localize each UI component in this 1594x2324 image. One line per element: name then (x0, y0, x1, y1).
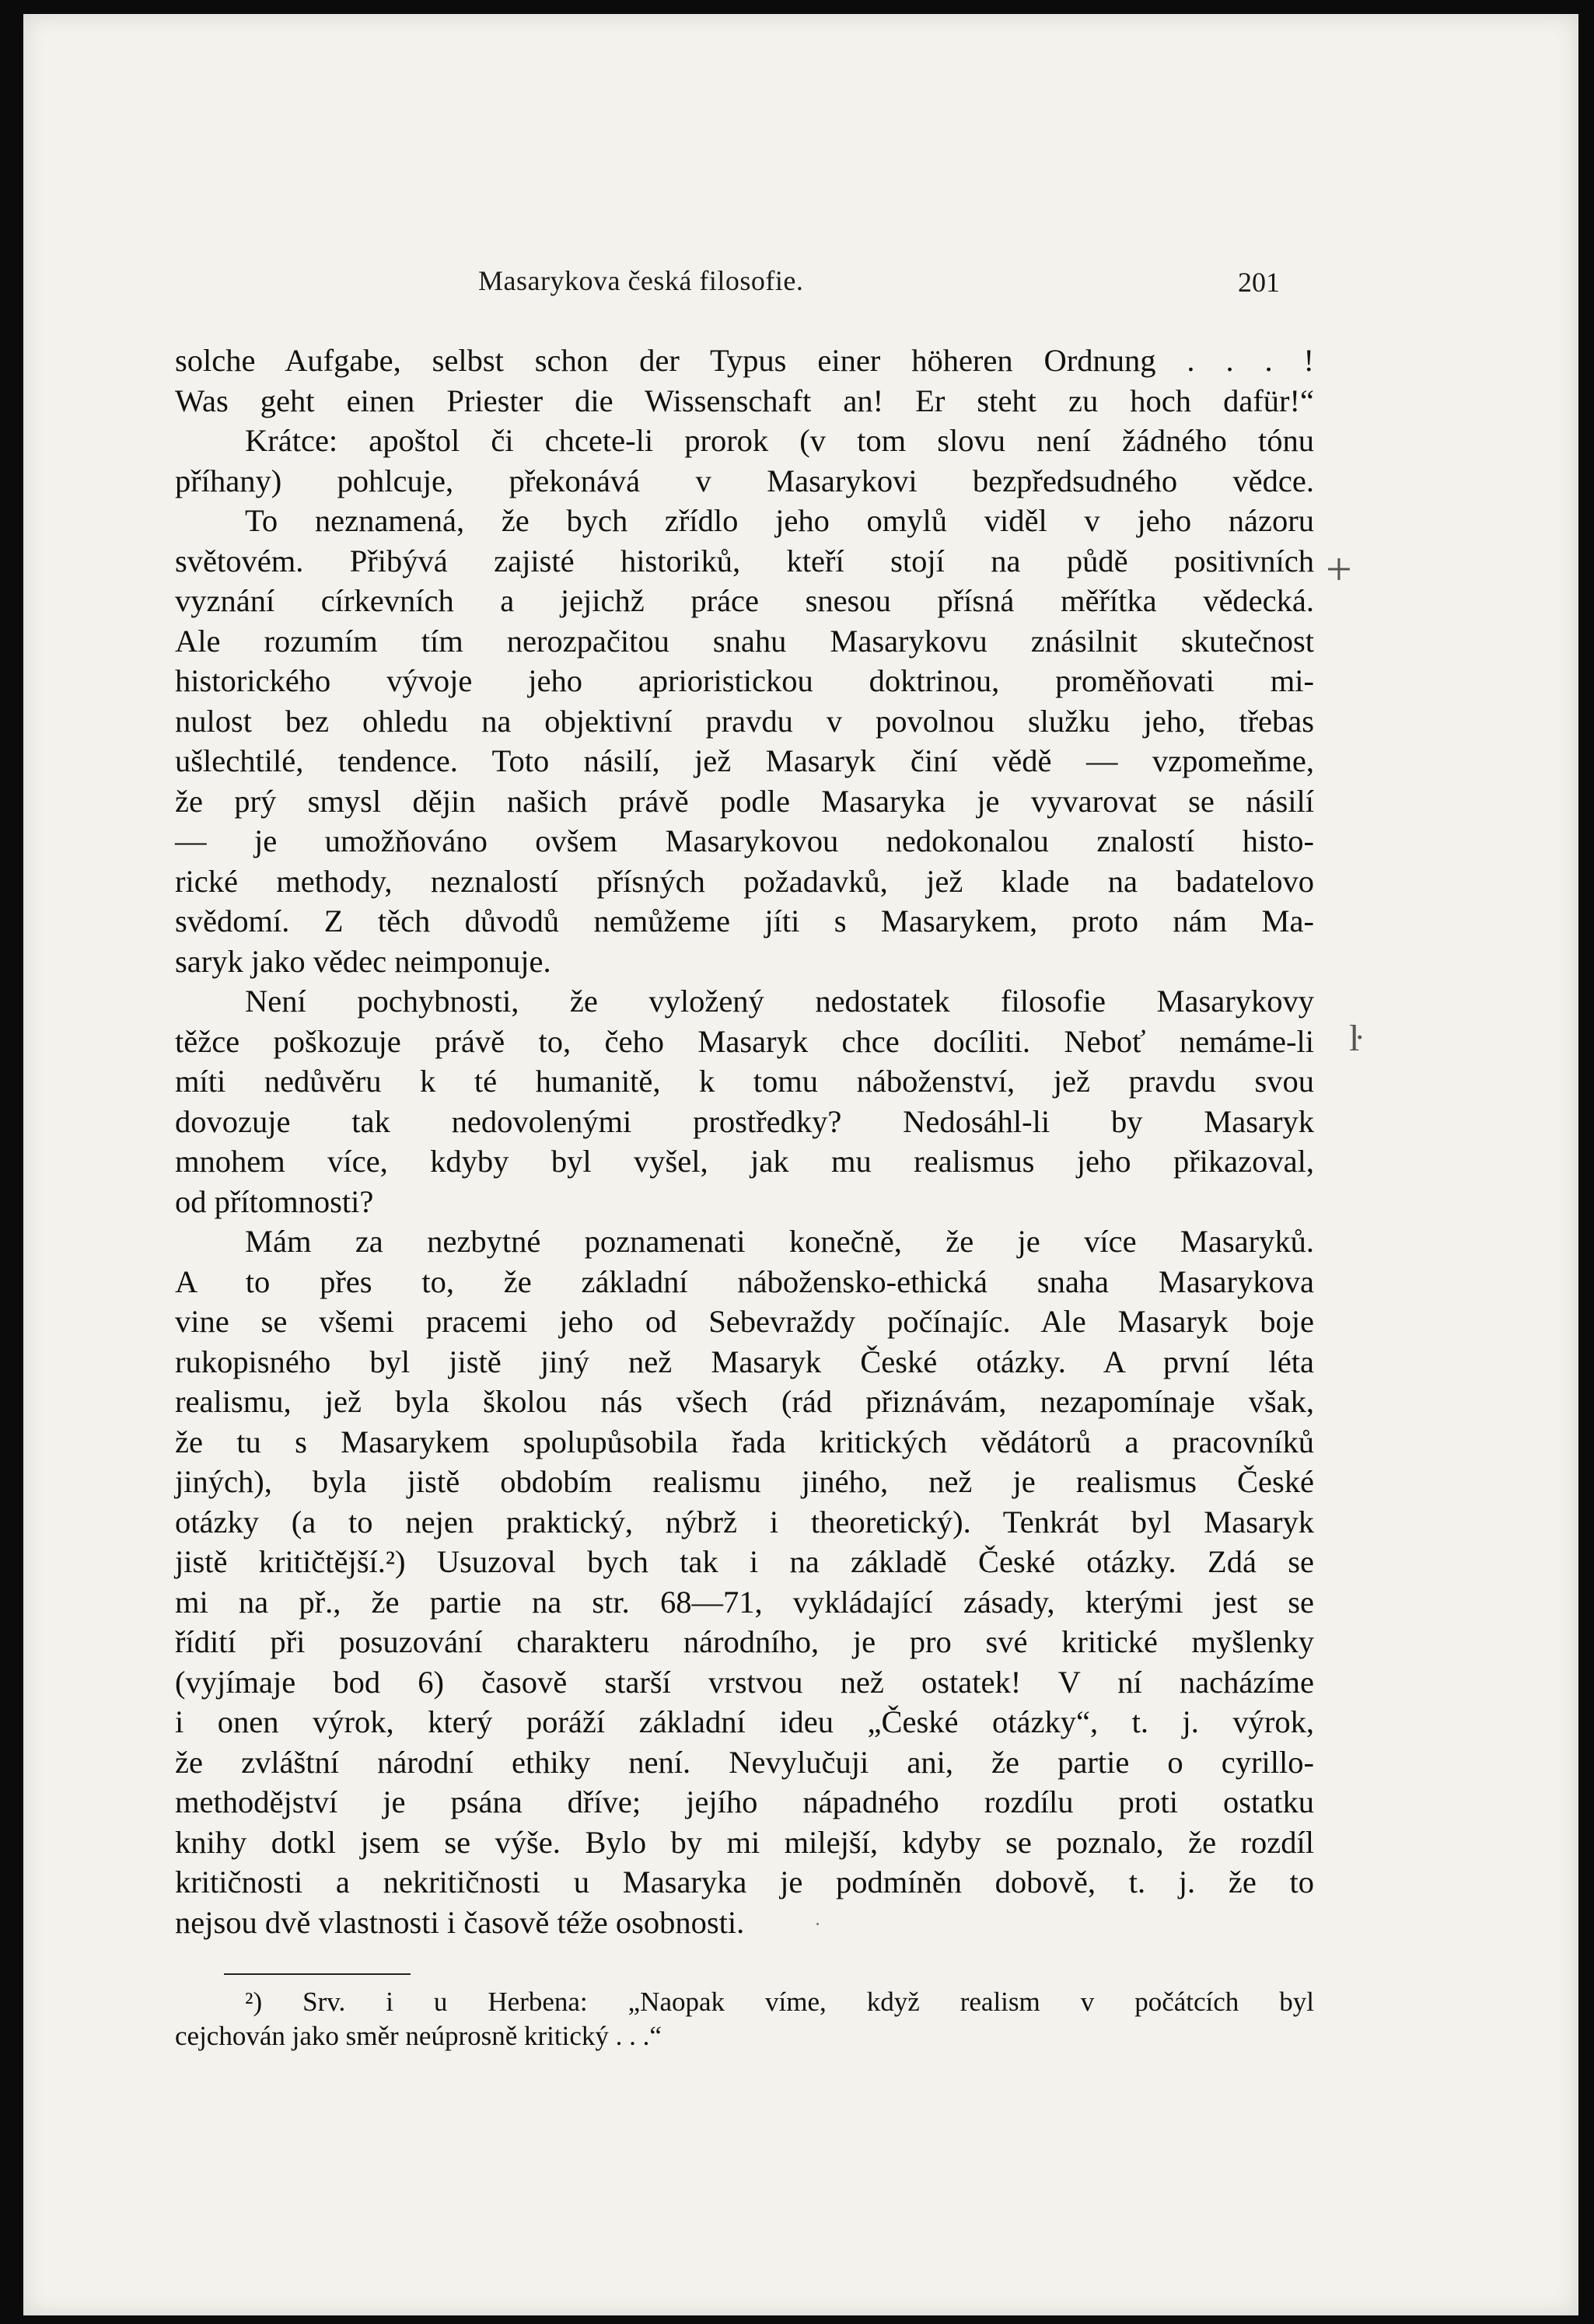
text-line: řídití při posuzování charakteru národního, je pro své kritické myšlenky (175, 1624, 1314, 1659)
footnote-line: ²) Srv. i u Herbena: „Naopak víme, když realism v počátcích byl (245, 1987, 1314, 2017)
text-line: nejsou dvě vlastnosti i časově téže osobnosti. (175, 1904, 745, 1940)
text-line: kritičnosti a nekritičnosti u Masaryka je podmíněn dobově, t. j. že to (175, 1864, 1314, 1899)
text-line: vine se všemi pracemi jeho od Sebevraždy počínajíc. Ale Masaryk boje (175, 1304, 1314, 1339)
text-line: příhany) pohlcuje, překonává v Masarykovi bezpředsudného vědce. (175, 463, 1314, 498)
text-line: těžce poškozuje právě to, čeho Masaryk chce docíliti. Neboť nemáme-li (175, 1023, 1314, 1059)
ink-dot (816, 1923, 819, 1925)
text-line: realismu, jež byla školou nás všech (rád přiznávám, nezapomínaje však, (175, 1384, 1314, 1419)
text-line: světovém. Přibývá zajisté historiků, kteří stojí na půdě positivních (175, 543, 1314, 578)
text-line: (vyjímaje bod 6) časově starší vrstvou než ostatek! V ní nacházíme (175, 1664, 1314, 1700)
text-line: svědomí. Z těch důvodů nemůžeme jíti s Masarykem, proto nám Ma- (175, 903, 1314, 938)
text-line: i onen výrok, který poráží základní ideu „České otázky“, t. j. výrok, (175, 1704, 1314, 1739)
footnote (175, 1985, 1314, 2053)
text-line: Ale rozumím tím nerozpačitou snahu Masarykovu znásilnit skutečnost (175, 623, 1314, 659)
text-line: vyznání církevních a jejichž práce snesou přísná měřítka vědecká. (175, 583, 1314, 618)
text-line: To neznamená, že bych zřídlo jeho omylů viděl v jeho názoru (245, 503, 1314, 538)
text-line: A to přes to, že základní nábožensko-ethická snaha Masarykova (175, 1263, 1314, 1299)
text-line: knihy dotkl jsem se výše. Bylo by mi milejší, kdyby se poznalo, že rozdíl (175, 1824, 1314, 1860)
text-line: nulost bez ohledu na objektivní pravdu v povolnou služku jeho, třebas (175, 703, 1314, 739)
text-line: solche Aufgabe, selbst schon der Typus einer höheren Ordnung . . . ! (175, 343, 1314, 378)
text-line: že prý smysl dějin našich právě podle Masaryka je vyvarovat se násilí (175, 783, 1314, 819)
text-line: míti nedůvěru k té humanitě, k tomu náboženství, jež pravdu svou (175, 1064, 1314, 1099)
text-line: dovozuje tak nedovolenými prostředky? Nedosáhl-li by Masaryk (175, 1103, 1314, 1139)
footnote-line: cejchován jako směr neúprosně kritický . . .“ (175, 2021, 662, 2051)
text-line: saryk jako vědec neimponuje. (175, 943, 551, 979)
text-line: mi na př., že partie na str. 68—71, vykládající zásady, kterými jest se (175, 1584, 1314, 1620)
text-line: otázky (a to nejen praktický, nýbrž i theoretický). Tenkrát byl Masaryk (175, 1504, 1314, 1539)
text-line: Mám za nezbytné poznamenati konečně, že je více Masaryků. (245, 1224, 1314, 1259)
text-line: mnohem více, kdyby byl vyšel, jak mu realismus jeho přikazoval, (175, 1144, 1314, 1179)
text-line: Was geht einen Priester die Wissenschaft an! Er steht zu hoch dafür!“ (175, 383, 1314, 418)
margin-pencil-mark: + (1326, 543, 1352, 595)
text-line: methodějství je psána dříve; jejího nápadného rozdílu proti ostatku (175, 1784, 1314, 1819)
text-line: — je umožňováno ovšem Masarykovou nedokonalou znalostí histo- (175, 823, 1314, 858)
running-title: Masarykova česká filosofie. (478, 265, 804, 296)
margin-pencil-mark: ŀ (1349, 1018, 1362, 1059)
text-line: že zvláštní národní ethiky není. Nevylučuji ani, že partie o cyrillo- (175, 1744, 1314, 1780)
text-line: že tu s Masarykem spolupůsobila řada kritických vědátorů a pracovníků (175, 1424, 1314, 1459)
text-line: jiných), byla jistě obdobím realismu jiného, než je realismus České (175, 1464, 1314, 1499)
text-line: rické methody, neznalostí přísných požadavků, jež klade na badatelovo (175, 863, 1314, 899)
book-page (23, 14, 1578, 2315)
footnote-rule (224, 1973, 411, 1975)
text-line: ušlechtilé, tendence. Toto násilí, jež Masaryk činí vědě — vzpomeňme, (175, 743, 1314, 778)
body-text (175, 341, 1314, 1942)
text-line: Není pochybnosti, že vyložený nedostatek filosofie Masarykovy (245, 984, 1314, 1019)
text-line: jistě kritičtější.²) Usuzoval bych tak i na základě České otázky. Zdá se (175, 1544, 1314, 1579)
text-line: historického vývoje jeho aprioristickou doktrinou, proměňovati mi- (175, 663, 1314, 698)
running-head (23, 264, 1578, 311)
text-line: od přítomnosti? (175, 1183, 374, 1219)
page-number: 201 (1238, 267, 1280, 298)
text-line: rukopisného byl jistě jiný než Masaryk České otázky. A první léta (175, 1344, 1314, 1379)
text-line: Krátce: apoštol či chcete-li prorok (v tom slovu není žádného tónu (245, 423, 1314, 458)
